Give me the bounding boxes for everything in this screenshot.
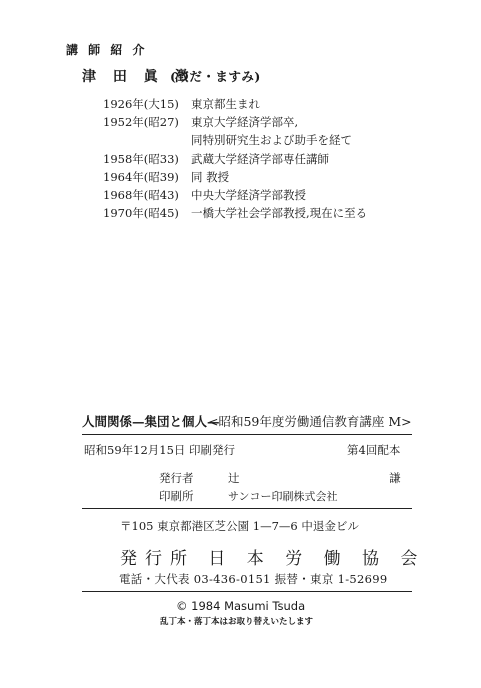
history-event: 一橋大学社会学部教授,現在に至る <box>191 206 368 220</box>
history-year: 1968年(昭43) <box>103 188 179 202</box>
author-name-reading: (つだ・ますみ) <box>170 69 261 84</box>
printer-label: 印刷所 <box>159 489 194 503</box>
history-event: 東京都生まれ <box>191 97 260 111</box>
publish-date: 昭和59年12月15日 印刷発行 <box>84 443 236 457</box>
copyright-notice: © 1984 Masumi Tsuda <box>176 599 306 613</box>
rule-top <box>82 434 412 435</box>
replacement-notice: 乱丁本・落丁本はお取り替えいたします <box>160 617 314 627</box>
publisher-person: 辻 謙 <box>228 471 474 485</box>
publisher-address: 〒105 東京都港区芝公園 1—7—6 中退金ビル <box>120 519 359 533</box>
history-event: 中央大学経済学部教授 <box>191 188 306 202</box>
history-year: 1926年(大15) <box>103 97 179 111</box>
history-event: 同 教授 <box>191 170 230 184</box>
author-name: 津 田 眞 澂 <box>82 69 195 85</box>
series-title: <昭和59年度労働通信教育講座 M> <box>208 414 412 429</box>
publisher-name: 発行所 日 本 労 働 協 会 <box>120 549 426 569</box>
history-year: 1964年(昭39) <box>103 170 179 184</box>
history-year: 1952年(昭27) <box>103 115 179 129</box>
publisher-phone: 電話・大代表 03-436-0151 振替・東京 1-52699 <box>119 572 388 586</box>
section-heading: 講 師 紹 介 <box>66 43 148 57</box>
rule-middle <box>82 508 412 509</box>
printer-name: サンコー印刷株式会社 <box>228 490 338 503</box>
history-event: 同特別研究生および助手を経て <box>191 133 352 147</box>
history-year: 1970年(昭45) <box>103 206 179 220</box>
history-event: 武蔵大学経済学部専任講師 <box>191 152 329 166</box>
history-year: 1958年(昭33) <box>103 152 179 166</box>
rule-bottom <box>82 591 412 592</box>
book-title: 人間関係—集団と個人— <box>82 414 220 429</box>
publisher-person-label: 発行者 <box>159 471 194 485</box>
edition-number: 第4回配本 <box>347 443 401 457</box>
history-event: 東京大学経済学部卒, <box>191 115 299 129</box>
